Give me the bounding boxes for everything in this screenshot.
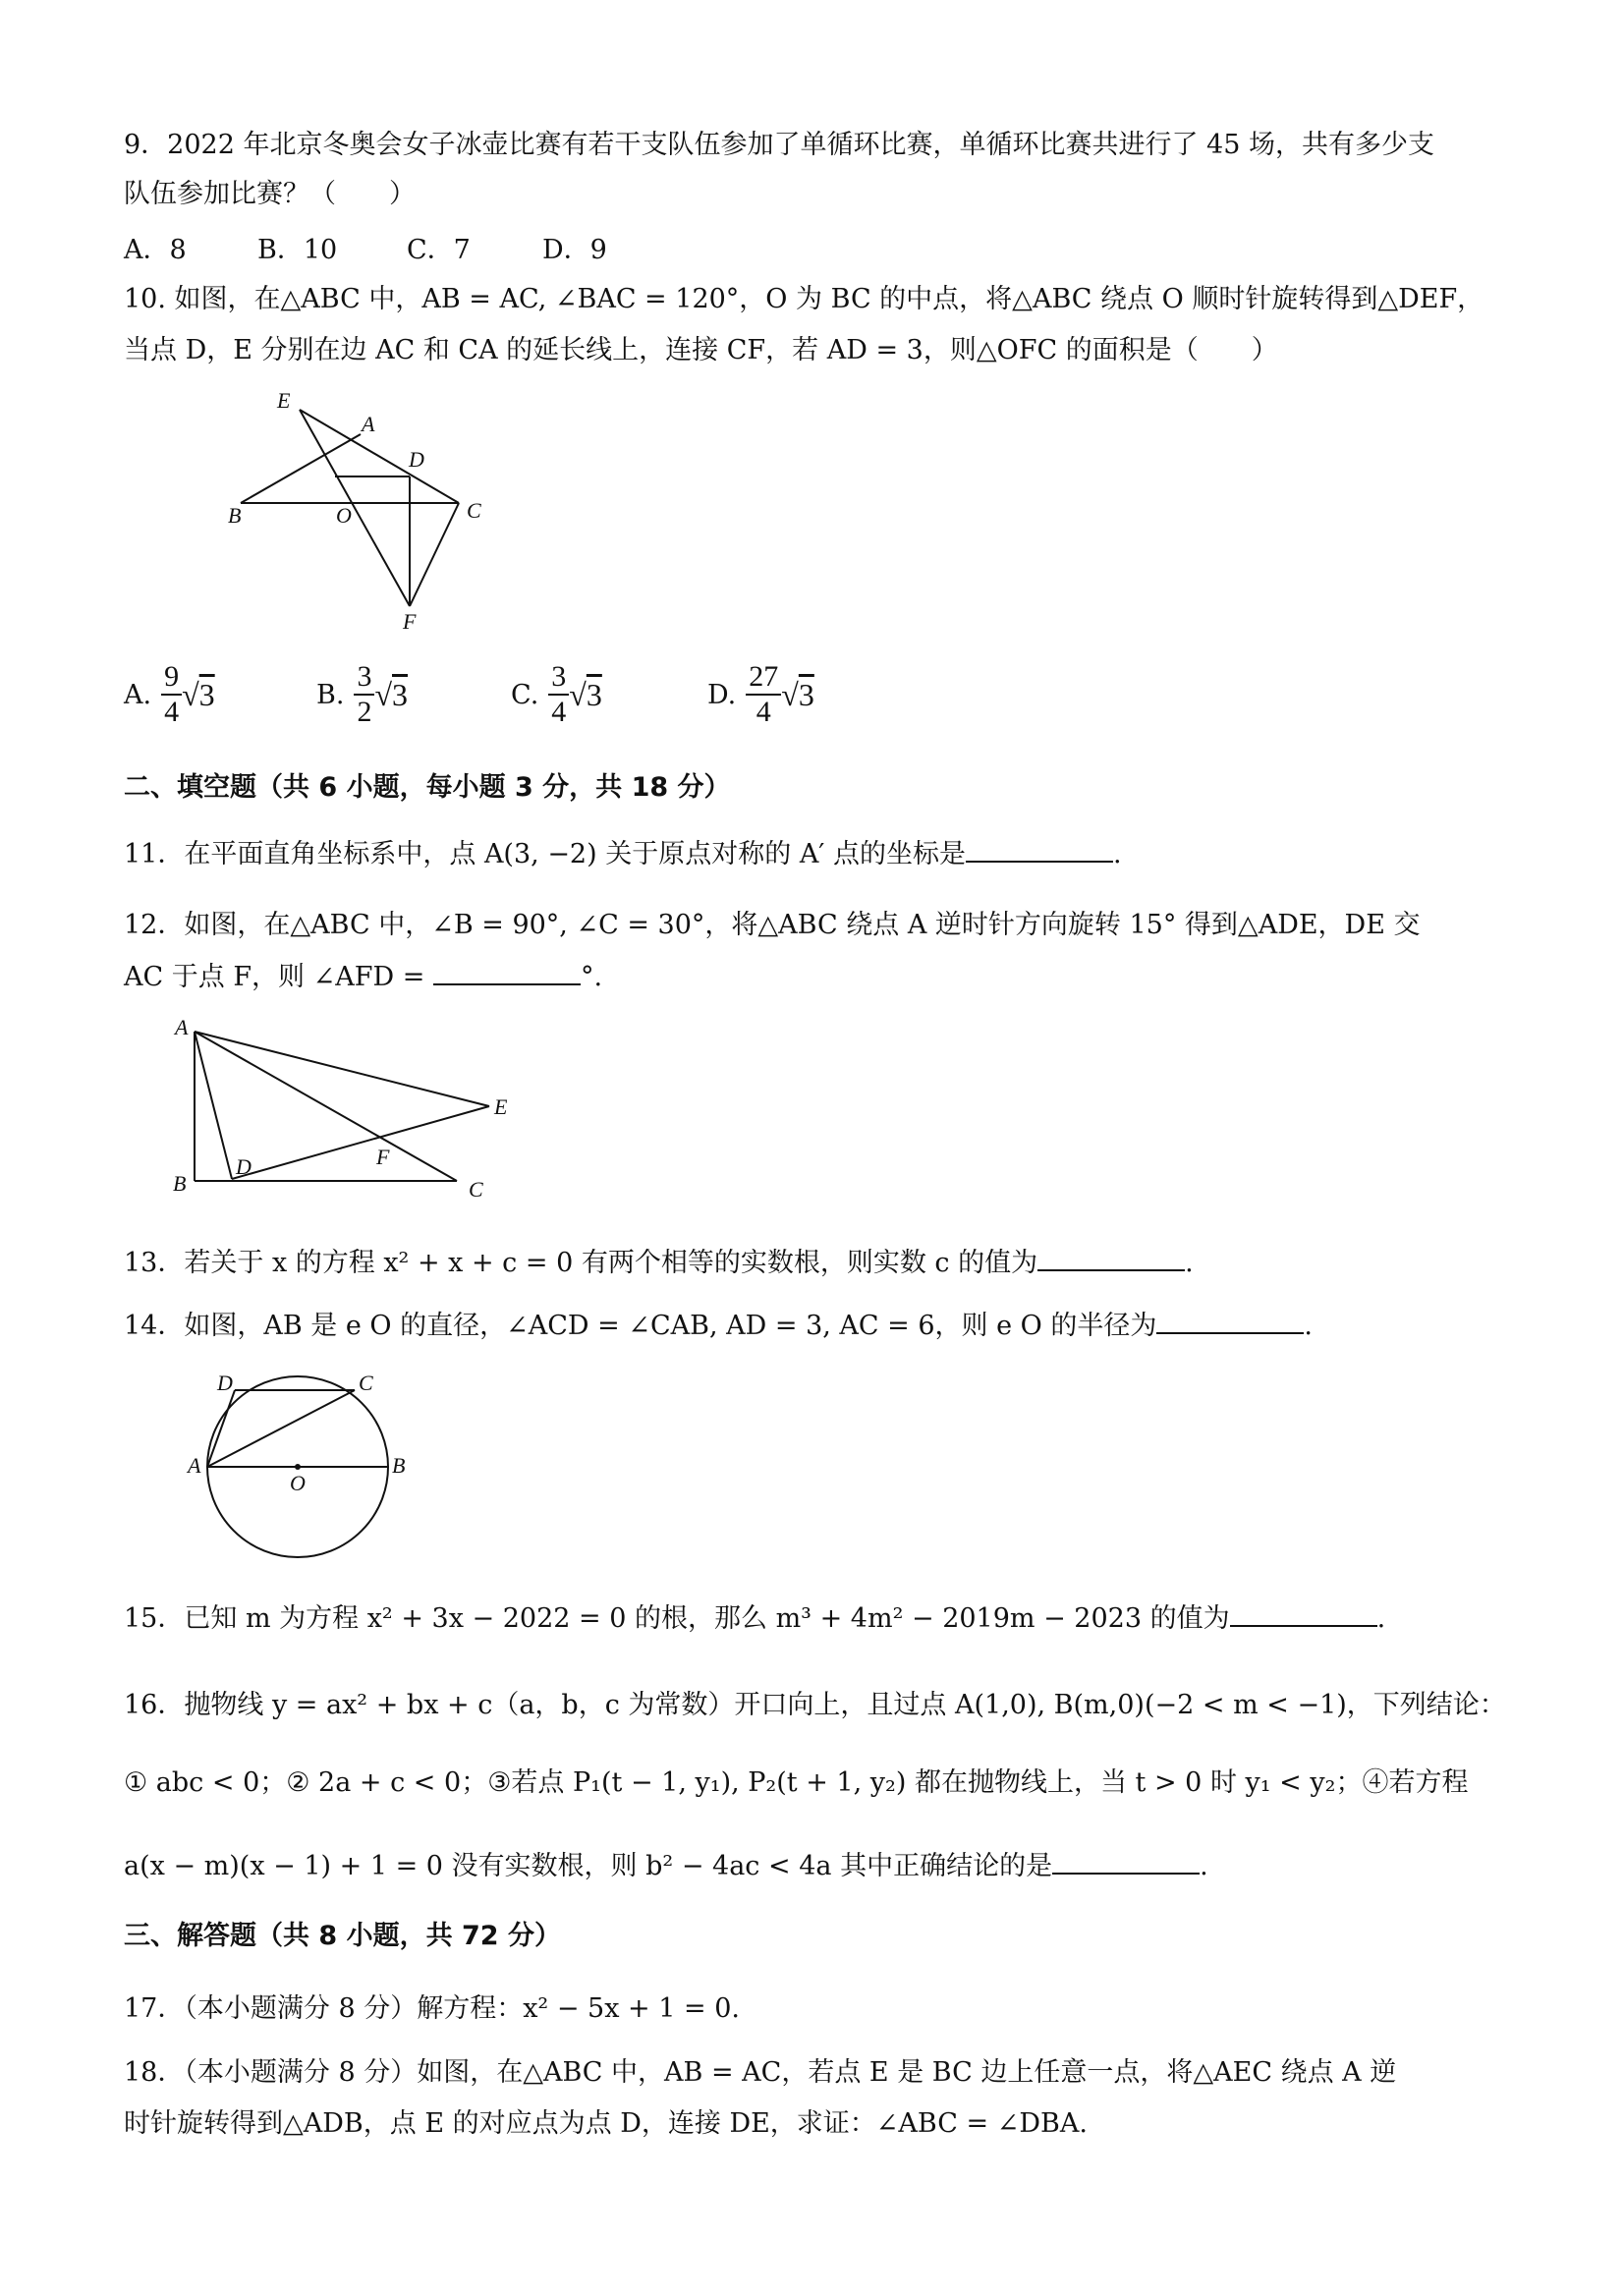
- q10-option-b: B. $\frac{3}{2}$ √3: [316, 660, 408, 728]
- segment-AD: [195, 1032, 232, 1179]
- q12-line2: AC 于点 F，则 ∠AFD = °.: [124, 958, 602, 997]
- label-C: C: [359, 1371, 373, 1395]
- label-O: O: [290, 1471, 306, 1495]
- q14-answer-blank[interactable]: [1156, 1307, 1304, 1334]
- q10-option-d: D. $\frac{27}{4}$ √3: [707, 660, 814, 728]
- q16-line3: a(x − m)(x − 1) + 1 = 0 没有实数根，则 b² − 4ac < 4a 其中正确结论的是 .: [124, 1847, 1208, 1886]
- q11: 11．在平面直角坐标系中，点 A(3, −2) 关于原点对称的 A′ 点的坐标是 .: [124, 835, 1122, 874]
- q12-answer-blank[interactable]: [433, 958, 581, 985]
- q9-option-a: A．8: [124, 235, 187, 265]
- q9-line2: 队伍参加比赛？（ ）: [124, 179, 416, 209]
- q17: 17．（本小题满分 8 分）解方程：x² − 5x + 1 = 0.: [124, 1993, 740, 2024]
- q10-option-c: C. $\frac{3}{4}$ √3: [511, 660, 602, 728]
- label-A: A: [175, 1015, 189, 1039]
- section-2-heading: 二、填空题（共 6 小题，每小题 3 分，共 18 分）: [124, 772, 731, 803]
- label-C: C: [467, 498, 481, 523]
- label-F: F: [403, 609, 417, 634]
- label-E: E: [277, 388, 291, 413]
- q9-line1: 9．2022 年北京冬奥会女子冰壶比赛有若干支队伍参加了单循环比赛，单循环比赛共进行了 45 场，共有多少支: [124, 130, 1434, 160]
- label-B: B: [392, 1453, 406, 1478]
- q16-line1: 16．抛物线 y = ax² + bx + c（a，b，c 为常数）开口向上，且过点 A(1,0), B(m,0)(−2 < m < −1)，下列结论：: [124, 1690, 1506, 1720]
- label-D: D: [217, 1371, 233, 1395]
- segment-DE: [232, 1106, 489, 1179]
- segment-AC: [195, 1032, 457, 1181]
- segment-AC: [207, 1390, 355, 1467]
- q13-answer-blank[interactable]: [1037, 1244, 1185, 1271]
- label-C: C: [469, 1177, 483, 1202]
- segment-AE: [195, 1032, 489, 1106]
- q14-figure: [182, 1361, 427, 1567]
- q12-line1: 12．如图，在△ABC 中，∠B = 90°, ∠C = 30°，将△ABC 绕点 A 逆时针方向旋转 15° 得到△ADE，DE 交: [124, 910, 1421, 940]
- q14: 14．如图，AB 是 e O 的直径，∠ACD = ∠CAB, AD = 3, AC = 6，则 e O 的半径为 .: [124, 1307, 1313, 1346]
- label-B: B: [173, 1171, 187, 1196]
- q15: 15．已知 m 为方程 x² + 3x − 2022 = 0 的根，那么 m³ + 4m² − 2019m − 2023 的值为 .: [124, 1599, 1385, 1639]
- q9-option-d: D．9: [542, 235, 607, 265]
- label-E: E: [494, 1094, 508, 1119]
- label-D: D: [236, 1154, 252, 1179]
- q10-option-a: A. $\frac{9}{4}$ √3: [124, 660, 215, 728]
- q13: 13．若关于 x 的方程 x² + x + c = 0 有两个相等的实数根，则实数 c 的值为 .: [124, 1244, 1194, 1283]
- q11-answer-blank[interactable]: [966, 835, 1113, 863]
- q16-line2: ① abc < 0；② 2a + c < 0；③若点 P₁(t − 1, y₁), P₂(t + 1, y₂) 都在抛物线上，当 t > 0 时 y₁ < y₂；④若方程: [124, 1767, 1469, 1798]
- label-A: A: [362, 412, 375, 436]
- segment-BA: [241, 434, 361, 503]
- q10-line1: 10. 如图，在△ABC 中，AB = AC, ∠BAC = 120°，O 为 BC 的中点，将△ABC 绕点 O 顺时针旋转得到△DEF，: [124, 284, 1484, 314]
- q9-option-c: C．7: [407, 235, 471, 265]
- center-dot: [295, 1464, 301, 1470]
- section-3-heading: 三、解答题（共 8 小题，共 72 分）: [124, 1921, 561, 1951]
- label-D: D: [409, 447, 424, 472]
- q16-answer-blank[interactable]: [1052, 1847, 1200, 1875]
- segment-FC: [410, 503, 459, 606]
- label-B: B: [228, 503, 242, 528]
- label-O: O: [336, 503, 352, 528]
- q10-figure: [216, 388, 501, 634]
- q18-line1: 18．（本小题满分 8 分）如图，在△ABC 中，AB = AC，若点 E 是 BC 边上任意一点，将△AEC 绕点 A 逆: [124, 2057, 1397, 2088]
- label-A: A: [188, 1453, 201, 1478]
- q9-option-b: B．10: [257, 235, 338, 265]
- q12-figure: [167, 1014, 521, 1210]
- segment-EF: [300, 410, 410, 606]
- q15-answer-blank[interactable]: [1230, 1599, 1377, 1627]
- label-F: F: [376, 1145, 390, 1169]
- q18-line2: 时针旋转得到△ADB，点 E 的对应点为点 D，连接 DE，求证：∠ABC = ∠DBA.: [124, 2108, 1088, 2139]
- q10-line2: 当点 D，E 分别在边 AC 和 CA 的延长线上，连接 CF，若 AD = 3，则△OFC 的面积是（ ）: [124, 335, 1278, 365]
